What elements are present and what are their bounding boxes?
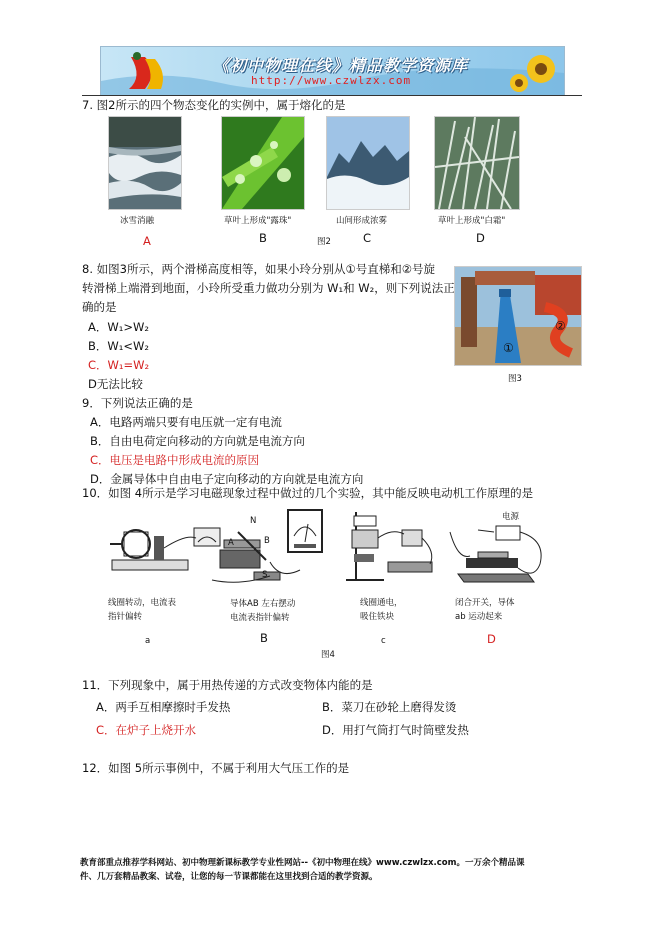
q8-option-a: A．W₁>W₂	[88, 320, 149, 334]
footer-line2: 件、几万套精品教案、试卷，让您的每一节课都能在这里找到合适的教学资源。	[80, 872, 378, 882]
q10-letter-a: a	[145, 636, 151, 646]
q10-caption-c-line1: 线圈通电，	[360, 598, 403, 608]
photo-ice-melting	[108, 116, 182, 210]
diagram-electromagnet	[344, 508, 440, 584]
q7-figure-label: 图2	[317, 237, 331, 247]
q9-option-a: A．电路两端只要有电压就一定有电流	[90, 415, 282, 429]
label-n: N	[250, 516, 257, 526]
q11-option-a: A．两手互相摩擦时手发热	[96, 700, 231, 714]
footer-line1: 教育部重点推荐学科网站、初中物理新课标教学专业性网站--《初中物理在线》www.czwlzx.com。一万余个精品课	[80, 858, 525, 868]
photo-mountain-fog	[326, 116, 410, 210]
q10-caption-b-line1: 导体AB 左右摆动	[230, 599, 296, 609]
q8-stem-line3: 确的是	[82, 300, 117, 314]
header-rule	[82, 95, 582, 96]
q11-option-d: D．用打气筒打气时筒壁发热	[322, 723, 469, 737]
q10-letter-d: D	[487, 632, 496, 646]
q11-option-c: C．在炉子上烧开水	[96, 723, 197, 737]
q10-caption-c-line2: 吸住铁块	[360, 612, 395, 622]
photo-frost	[434, 116, 520, 210]
q8-option-d: D无法比较	[88, 377, 143, 391]
q9-stem: 9．下列说法正确的是	[82, 396, 193, 410]
diagram-generator	[106, 508, 226, 588]
q7-letter-a: A	[143, 234, 151, 248]
q9-option-b: B．自由电荷定向移动的方向就是电流方向	[90, 434, 305, 448]
q8-stem-line2: 转滑梯上端滑到地面，小玲所受重力做功分别为 W₁和 W₂，则下列说法正	[82, 281, 455, 295]
q7-caption-c: 山间形成浓雾	[336, 216, 388, 226]
photo-dew-drops	[221, 116, 305, 210]
q7-caption-b: 草叶上形成"露珠"	[224, 216, 292, 226]
q10-caption-d-line2: ab 运动起来	[455, 612, 503, 622]
q10-caption-a-line2: 指针偏转	[108, 612, 143, 622]
q7-caption-d: 草叶上形成"白霜"	[438, 216, 506, 226]
diagram-motor	[448, 510, 548, 590]
q7-letter-d: D	[476, 231, 485, 245]
q10-letter-c: c	[381, 636, 386, 646]
banner-title: 《初中物理在线》精品教学资源库	[213, 56, 469, 75]
q12-stem: 12．如图 5所示事例中，不属于利用大气压工作的是	[82, 761, 350, 775]
q10-letter-b: B	[260, 631, 268, 645]
photo-playground-slides	[454, 266, 582, 366]
slide-marker-1: ①	[503, 341, 514, 355]
q8-option-b: B．W₁<W₂	[88, 339, 149, 353]
q7-letter-b: B	[259, 231, 267, 245]
q11-stem: 11．下列现象中，属于用热传递的方式改变物体内能的是	[82, 678, 373, 692]
q10-stem: 10．如图 4所示是学习电磁现象过程中做过的几个实验，其中能反映电动机工作原理的是	[82, 486, 534, 500]
q10-caption-a-line1: 线圈转动，电流表	[108, 598, 177, 608]
q11-option-b: B．菜刀在砂轮上磨得发烫	[322, 700, 457, 714]
label-a: A	[228, 538, 234, 548]
q8-figure-label: 图3	[508, 374, 522, 384]
q8-stem-line1: 8. 如图3所示，两个滑梯高度相等，如果小玲分别从①号直梯和②号旋	[82, 262, 436, 276]
label-s: S	[262, 570, 268, 580]
q10-figure-label: 图4	[321, 650, 335, 660]
q7-stem: 7. 图2所示的四个物态变化的实例中，属于熔化的是	[82, 98, 346, 112]
q7-caption-a: 冰雪消融	[120, 216, 155, 226]
q7-letter-c: C	[363, 231, 372, 245]
diagram-galvanometer	[286, 508, 326, 558]
q10-caption-d-line1: 闭合开关，导体	[455, 598, 515, 608]
label-power: 电源	[502, 512, 520, 522]
label-b: B	[264, 536, 270, 546]
q10-caption-b-line2: 电流表指针偏转	[230, 613, 290, 623]
q8-option-c: C．W₁=W₂	[88, 358, 150, 372]
q9-option-d: D．金属导体中自由电子定向移动的方向就是电流方向	[90, 472, 364, 486]
slide-marker-2: ②	[555, 319, 566, 333]
banner-url[interactable]: http://www.czwlzx.com	[251, 74, 412, 87]
q9-option-c: C．电压是电路中形成电流的原因	[90, 453, 260, 467]
header-banner	[100, 46, 565, 96]
